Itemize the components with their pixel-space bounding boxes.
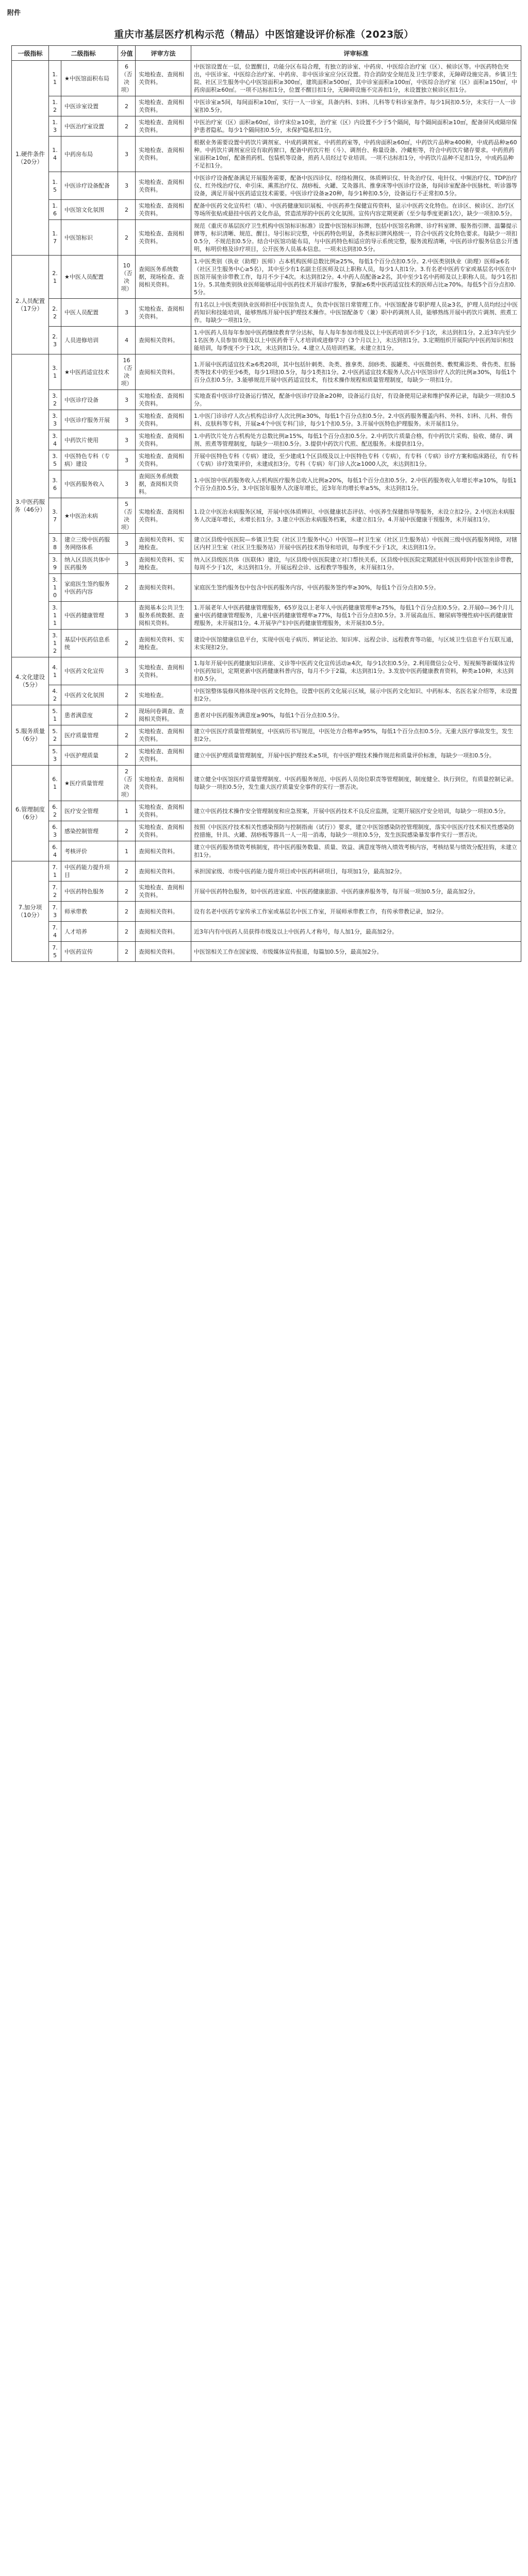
item-name: 中医特色专科（专病）建设 bbox=[61, 450, 118, 470]
item-method: 查阅相关资料、实地检查。 bbox=[136, 630, 191, 657]
item-name: 医疗安全管理 bbox=[61, 801, 118, 821]
item-number: 5.1 bbox=[49, 705, 61, 725]
item-score: 1 bbox=[118, 841, 136, 861]
item-score: 3 bbox=[118, 554, 136, 574]
table-row bbox=[12, 327, 521, 354]
item-score: 2 bbox=[118, 685, 136, 705]
table-row bbox=[12, 766, 521, 801]
item-score: 3 bbox=[118, 410, 136, 430]
item-number: 3.8 bbox=[49, 534, 61, 554]
item-method: 查阅相关资料。 bbox=[136, 841, 191, 861]
item-score: 3 bbox=[118, 430, 136, 450]
item-method: 实地检查、查阅相关资料。 bbox=[136, 220, 191, 256]
item-criteria: 近3年内有中医药人员获得市级及以上中医药人才称号，每人加1分，最高加2分。 bbox=[191, 922, 521, 942]
item-score: 10（否决项） bbox=[118, 256, 136, 299]
item-score: 2 bbox=[118, 220, 136, 256]
header-level1: 一级指标 bbox=[12, 46, 49, 61]
table-row bbox=[12, 534, 521, 554]
item-criteria: 按照《中医医疗技术相关性感染预防与控制指南（试行）》要求，建立中医馆感染防控管理制度，落实中医医疗技术相关性感染防控措施，针具、火罐、刮痧板等器具一人一用一消毒，每缺少一项扣0.5分，发生医院感染暴发事件实行一票否决。 bbox=[191, 821, 521, 841]
table-row bbox=[12, 450, 521, 470]
table-row bbox=[12, 61, 521, 96]
item-method: 实地检查、查阅相关资料。 bbox=[136, 116, 191, 137]
item-score: 2 bbox=[118, 745, 136, 766]
item-score: 2 bbox=[118, 821, 136, 841]
table-row bbox=[12, 882, 521, 902]
item-criteria: 开展中医药特色服务，如中医药进家庭、中医药健康旅游、中医药康养服务等，每开展一项加0.5分，最高加2分。 bbox=[191, 882, 521, 902]
header-level2: 二级指标 bbox=[49, 46, 118, 61]
item-score: 3 bbox=[118, 450, 136, 470]
item-method: 实地检查、查阅相关资料。 bbox=[136, 801, 191, 821]
item-score: 3 bbox=[118, 172, 136, 200]
item-method: 实地检查、查阅相关资料。 bbox=[136, 299, 191, 327]
item-criteria: 1.每年开展中医药健康知识讲座、义诊等中医药文化宣传活动≥4次，每少1次扣0.5分。2.利用微信公众号、短视频等新媒体宣传中医药知识，定期更新中医药健康科普内容，每月不少于2篇，未达到扣1分。3.发放中医药健康教育资料，种类≥10种，未达到扣0.5分。 bbox=[191, 657, 521, 685]
item-number: 3.3 bbox=[49, 410, 61, 430]
table-row bbox=[12, 705, 521, 725]
table-header-row bbox=[12, 46, 521, 61]
table-row bbox=[12, 470, 521, 498]
item-method: 实地检查、查阅相关资料。 bbox=[136, 766, 191, 801]
item-number: 1.7 bbox=[49, 220, 61, 256]
item-method: 实地检查、查阅相关资料。 bbox=[136, 137, 191, 172]
item-score: 2 bbox=[118, 725, 136, 745]
item-name: 中医药能力提升项目 bbox=[61, 861, 118, 882]
category-cell: 7.加分项（10分） bbox=[12, 861, 49, 962]
item-criteria: 实地查看中医诊疗设备运行情况，配备中医诊疗设备≥20种，设备运行良好，有设备使用记录和维护保养记录，每缺少一项扣0.5分。 bbox=[191, 390, 521, 410]
item-score: 3 bbox=[118, 470, 136, 498]
item-score: 2 bbox=[118, 200, 136, 220]
item-number: 1.2 bbox=[49, 96, 61, 116]
table-row bbox=[12, 554, 521, 574]
item-score: 1 bbox=[118, 801, 136, 821]
item-method: 查阅相关资料。 bbox=[136, 354, 191, 390]
item-number: 7.2 bbox=[49, 882, 61, 902]
item-criteria: 患者对中医药服务满意度≥90%，每低1个百分点扣0.5分。 bbox=[191, 705, 521, 725]
table-row bbox=[12, 630, 521, 657]
item-method: 实地检查、查阅相关资料。 bbox=[136, 61, 191, 96]
item-name: 中医诊疗服务开展 bbox=[61, 410, 118, 430]
item-number: 3.2 bbox=[49, 390, 61, 410]
item-score: 2 bbox=[118, 574, 136, 602]
item-criteria: 1.中医类别（执业（助理）医师）占本机构医师总数比例≥25%，每低1个百分点扣0.5分。2.中医类别执业（助理）医师≥6名（社区卫生服务中心≥5名），其中至少有1名副主任医师及以上职称人员，每少1人扣1分。3.有名老中医药专家或基层名中医在中医馆开展坐诊带教工作，每月不少于4次。未达到扣2分。4.中药人员配备≥2名，其中至少1名中药师及以上职称人员。每少1名扣1分。5.其他类别执业医师能够运用中医药技术开展诊疗服务，掌握≥6类中医药适宜技术的医师占比≥70%。每低5个百分点扣0.5分。 bbox=[191, 256, 521, 299]
table-row bbox=[12, 299, 521, 327]
item-method: 查阅相关资料。 bbox=[136, 902, 191, 922]
table-row bbox=[12, 116, 521, 137]
table-row bbox=[12, 657, 521, 685]
item-method: 查阅相关资料。 bbox=[136, 942, 191, 962]
item-criteria: 开展中医特色专科（专病）建设，至少建成1个区县级及以上中医特色专科（专病），有专科（专病）诊疗方案和临床路径，有专科（专病）诊疗效果评价，未建成扣3分。专科（专病）年门诊人次≥1000人次，未达到扣1分。 bbox=[191, 450, 521, 470]
item-method: 查阅相关资料。 bbox=[136, 861, 191, 882]
category-cell: 5.服务质量（6分） bbox=[12, 705, 49, 766]
item-criteria: 1.中药饮片处方占机构处方总数比例≥15%，每低1个百分点扣0.5分。2.中药饮片质量合格，有中药饮片采购、验收、储存、调剂、煎煮等管理制度，每缺少一项扣0.5分。3.提供中药饮片代煎、配送服务。未提供扣1分。 bbox=[191, 430, 521, 450]
item-score: 2 bbox=[118, 922, 136, 942]
item-criteria: 中医馆整体装修风格体现中医药文化特色，设置中医药文化展示区域，展示中医药文化知识、中药标本、名医名家介绍等，未设置扣2分。 bbox=[191, 685, 521, 705]
table-row bbox=[12, 172, 521, 200]
table-row bbox=[12, 745, 521, 766]
table-row bbox=[12, 574, 521, 602]
item-name: ★中医治未病 bbox=[61, 498, 118, 534]
item-number: 2.2 bbox=[49, 299, 61, 327]
item-score: 5（否决项） bbox=[118, 498, 136, 534]
table-row bbox=[12, 256, 521, 299]
item-criteria: 设有名老中医药专家传承工作室或基层名中医工作室，开展师承带教工作，有传承带教记录，加2分。 bbox=[191, 902, 521, 922]
item-name: 中医诊疗设备 bbox=[61, 390, 118, 410]
evaluation-table bbox=[11, 45, 521, 962]
item-criteria: 建立区县级中医医院—乡镇卫生院（社区卫生服务中心）中医馆—村卫生室（社区卫生服务站）中医阁三级中医药服务网络，对辖区内村卫生室（社区卫生服务站）开展中医药技术指导和培训，每季度不少于1次，未达到扣1分。 bbox=[191, 534, 521, 554]
item-method: 实地检查、查阅相关资料。 bbox=[136, 390, 191, 410]
item-name: 中医护理质量 bbox=[61, 745, 118, 766]
item-method: 实地检查、查阅相关资料。 bbox=[136, 821, 191, 841]
item-number: 3.6 bbox=[49, 470, 61, 498]
item-criteria: 1.中医门诊诊疗人次占机构总诊疗人次比例≥30%，每低1个百分点扣0.5分。2.中医药服务覆盖内科、外科、妇科、儿科、骨伤科、皮肤科等专科，开展≥4个中医专科门诊，每少1个扣0.5分。3.开展中医特色护理服务。未开展扣1分。 bbox=[191, 410, 521, 430]
item-criteria: 建立中医药技术操作安全管理制度和应急预案，开展中医药技术不良反应监测，定期开展医疗安全培训，每缺少一项扣0.5分。 bbox=[191, 801, 521, 821]
table-row bbox=[12, 200, 521, 220]
item-name: ★中医人员配置 bbox=[61, 256, 118, 299]
item-number: 3.10 bbox=[49, 574, 61, 602]
item-name: ★医疗质量管理 bbox=[61, 766, 118, 801]
item-name: 中医药健康管理 bbox=[61, 602, 118, 630]
item-criteria: 建设中医馆健康信息平台，实现中医电子病历、辨证论治、知识库、远程会诊、远程教育等功能，与区域卫生信息平台互联互通，未实现扣2分。 bbox=[191, 630, 521, 657]
item-score: 3 bbox=[118, 299, 136, 327]
item-name: 中医馆标识 bbox=[61, 220, 118, 256]
item-name: 中药房布局 bbox=[61, 137, 118, 172]
item-score: 2 bbox=[118, 902, 136, 922]
item-method: 实地检查、查阅相关资料。 bbox=[136, 200, 191, 220]
item-name: ★中医馆面积布局 bbox=[61, 61, 118, 96]
item-method: 实地检查、查阅相关资料。 bbox=[136, 96, 191, 116]
item-criteria: 根据业务需要设置中药饮片调剂室、中成药调剂室、中药煎药室等，中药房面积≥60㎡，中药饮片品种≥400种，中成药品种≥60种。中药饮片调剂室应设有取药窗口，配备中药饮片柜（斗）、调剂台、称量设备、冷藏柜等，符合中药饮片储存要求。中药煎药室面积≥10㎡，配备煎药机、包装机等设备，煎药人员经过专业培训。一项不达标扣1分，中药饮片品种不足扣1分，中成药品种不足扣1分。 bbox=[191, 137, 521, 172]
item-method: 查阅相关资料。 bbox=[136, 327, 191, 354]
table-row bbox=[12, 922, 521, 942]
item-number: 4.1 bbox=[49, 657, 61, 685]
item-name: 中医诊室设置 bbox=[61, 96, 118, 116]
item-name: 家庭医生签约服务中医药内容 bbox=[61, 574, 118, 602]
table-row bbox=[12, 685, 521, 705]
item-number: 1.6 bbox=[49, 200, 61, 220]
item-method: 实地检查、查阅相关资料。 bbox=[136, 657, 191, 685]
item-criteria: 1.开展中医药适宜技术≥6类20项，其中包括针刺类、灸类、推拿类、刮痧类、拔罐类、中医微创类、敷熨熏浴类、骨伤类、肛肠类等技术中的至少6类，每少1项扣0.5分，每少1类扣1分。2.中医药适宜技术服务人次占中医馆诊疗人次的比例≥30%，每低1个百分点扣0.5分。3.能够规范开展中医药适宜技术，有技术操作规程和质量管理制度，每缺少一项扣1分。 bbox=[191, 354, 521, 390]
header-method: 评审方法 bbox=[136, 46, 191, 61]
table-row bbox=[12, 725, 521, 745]
item-score: 3 bbox=[118, 137, 136, 172]
item-method: 实地检查、查阅相关资料。 bbox=[136, 725, 191, 745]
item-score: 2 bbox=[118, 96, 136, 116]
item-number: 2.3 bbox=[49, 327, 61, 354]
item-criteria: 1.中医馆中医药服务收入占机构医疗服务总收入比例≥20%，每低1个百分点扣0.5分。2.中医药服务收入年增长率≥10%，每低1个百分点扣0.5分。3.中医馆年服务人次逐年增长，近3年年均增长率≥5%，未达到扣1分。 bbox=[191, 470, 521, 498]
item-method: 实地检查、查阅相关资料。 bbox=[136, 172, 191, 200]
item-criteria: 1.开展老年人中医药健康管理服务，65岁及以上老年人中医药健康管理率≥75%，每低1个百分点扣0.5分。2.开展0—36个月儿童中医药健康管理服务，儿童中医药健康管理率≥77%，每低1个百分点扣0.5分。3.开展高血压、糖尿病等慢性病中医药健康管理服务，未开展扣1分。4.开展孕产妇中医药健康管理服务，未开展扣0.5分。 bbox=[191, 602, 521, 630]
item-number: 5.3 bbox=[49, 745, 61, 766]
table-row bbox=[12, 410, 521, 430]
item-score: 3 bbox=[118, 657, 136, 685]
item-number: 7.1 bbox=[49, 861, 61, 882]
page-title: 重庆市基层医疗机构示范（精品）中医馆建设评价标准（2023版） bbox=[114, 29, 414, 40]
table-row bbox=[12, 430, 521, 450]
item-name: 师承带教 bbox=[61, 902, 118, 922]
item-criteria: 中医诊室≥5间，每间面积≥10㎡，实行一人一诊室，具备内科、妇科、儿科等专科诊室条件。每少1间扣0.5分，未实行一人一诊室扣0.5分。 bbox=[191, 96, 521, 116]
item-number: 4.2 bbox=[49, 685, 61, 705]
table-row bbox=[12, 220, 521, 256]
item-score: 2 bbox=[118, 705, 136, 725]
item-number: 5.2 bbox=[49, 725, 61, 745]
item-number: 1.5 bbox=[49, 172, 61, 200]
item-score: 2 bbox=[118, 861, 136, 882]
item-name: 中医人员配置 bbox=[61, 299, 118, 327]
table-row bbox=[12, 602, 521, 630]
item-name: 人员进修培训 bbox=[61, 327, 118, 354]
item-number: 1.1 bbox=[49, 61, 61, 96]
item-name: 纳入区县医共体中医药服务 bbox=[61, 554, 118, 574]
item-method: 实地检查、查阅相关资料。 bbox=[136, 498, 191, 534]
item-criteria: 配备中医药文化宣传栏（墙）、中医药健康知识展板、中医药养生保健宣传资料，显示中医药文化特色。在诊区、候诊区、治疗区等场所张贴或悬挂中医药文化作品，营造浓厚的中医药文化氛围。宣传内容定期更新（至少每季度更新1次），缺少一项扣0.5分。 bbox=[191, 200, 521, 220]
table-body bbox=[12, 61, 521, 962]
item-criteria: 规范《重庆市基层医疗卫生机构中医馆标识标准》设置中医馆标识标牌，包括中医馆名称牌、诊疗科室牌、服务指引牌、温馨提示牌等，标识清晰、规范、醒目。导引标识完整，中医药特色明显，各类标识牌风格统一，符合中医药文化特色要求。每缺少一项扣0.5分，不规范扣0.5分。结合中医馆功能布局，与中医药特色相适应的导示系统完整，服务流程清晰，中医药诊疗服务信息公开透明，标明价格及诊疗项目，公开医务人员基本信息。一项未达到扣0.5分。 bbox=[191, 220, 521, 256]
item-score: 2 bbox=[118, 116, 136, 137]
category-cell: 1.硬件条件（20分） bbox=[12, 61, 49, 256]
table-row bbox=[12, 801, 521, 821]
item-method: 查阅相关资料、实地检查。 bbox=[136, 534, 191, 554]
item-name: 基层中医药信息系统 bbox=[61, 630, 118, 657]
item-score: 2（否决项） bbox=[118, 766, 136, 801]
item-name: 中医药文化宣传 bbox=[61, 657, 118, 685]
item-number: 6.1 bbox=[49, 766, 61, 801]
table-row bbox=[12, 902, 521, 922]
item-method: 查阅相关资料。 bbox=[136, 574, 191, 602]
item-number: 6.3 bbox=[49, 821, 61, 841]
item-name: 感染控制管理 bbox=[61, 821, 118, 841]
item-name: 中医药服务收入 bbox=[61, 470, 118, 498]
attachment-label: 附件 bbox=[7, 9, 21, 17]
item-name: 人才培养 bbox=[61, 922, 118, 942]
item-number: 3.4 bbox=[49, 430, 61, 450]
item-criteria: 中医馆相关工作在国家级、市级媒体宣传报道，每篇加0.5分，最高加2分。 bbox=[191, 942, 521, 962]
category-cell: 2.人员配置（17分） bbox=[12, 256, 49, 354]
table-row bbox=[12, 841, 521, 861]
item-criteria: 有1名以上中医类别执业医师担任中医馆负责人，负责中医馆日常管理工作。中医馆配备专职护理人员≥3名，护理人员均经过中医药知识和技能培训，能够熟练开展中医护理技术操作。中医馆配备专（兼）职中药调剂人员，能够熟练开展中药饮片调剂、煎煮工作。每缺少一项扣1分。 bbox=[191, 299, 521, 327]
item-criteria: 建立中医药服务绩效考核制度，将中医药服务数量、质量、效益、满意度等纳入绩效考核内容，考核结果与绩效分配挂钩，未建立扣1分。 bbox=[191, 841, 521, 861]
item-criteria: 中医诊疗设备配备满足开展服务需要，配备中医四诊仪、经络检测仪、体质辨识仪、针灸治疗仪、电针仪、中频治疗仪、TDP治疗仪、红外线治疗仪、牵引床、熏蒸治疗仪、刮痧板、火罐、艾灸器具、推拿床等中医诊疗设备，每间诊室配备中医脉枕、听诊器等设备，满足开展中医药适宜技术需要。中医诊疗设备≥20种，每少1种扣0.5分，设备运行不正常扣0.5分。 bbox=[191, 172, 521, 200]
item-number: 3.12 bbox=[49, 630, 61, 657]
item-method: 实地检查、查阅相关资料。 bbox=[136, 450, 191, 470]
item-score: 2 bbox=[118, 882, 136, 902]
item-name: 中医馆文化氛围 bbox=[61, 200, 118, 220]
item-name: 中医诊疗设备配备 bbox=[61, 172, 118, 200]
header-score: 分值 bbox=[118, 46, 136, 61]
item-criteria: 中医馆设置在一层，位置醒目，功能分区布局合理，有独立的诊室、中药房、中医综合治疗室（区）、候诊区等。中医药特色突出，中医诊室、中医综合治疗室、中药房、非中医诊室应分区设置。符合消防安全规范及卫生学要求，无障碍设施完善。乡镇卫生院、社区卫生服务中心中医馆面积≥300㎡，建筑面积≥500㎡，其中诊室面积≥100㎡，中医综合治疗室（区）面积≥150㎡，中药房面积≥60㎡。一项不达标扣1分，位置不醒目扣1分，无障碍设施不完善扣1分，未设置独立候诊区扣1分。 bbox=[191, 61, 521, 96]
item-method: 查阅医务系统数据，现场检查、查阅相关资料。 bbox=[136, 256, 191, 299]
item-criteria: 1.设立中医治未病服务区域，开展中医体质辨识、中医健康状态评估、中医养生保健指导等服务，未设立扣2分。2.中医治未病服务人次逐年增长，未增长扣1分。3.建立中医治未病服务档案，未建立扣1分。4.开展中医健康干预服务，未开展扣1分。 bbox=[191, 498, 521, 534]
item-score: 2 bbox=[118, 630, 136, 657]
table-row bbox=[12, 390, 521, 410]
item-criteria: 中医治疗室（区）面积≥60㎡，诊疗床位≥10张，治疗室（区）内设置不少于5个隔间，每个隔间面积≥10㎡，配备屏风或隔帘保护患者隐私。每少1个隔间扣0.5分，未保护隐私扣1分。 bbox=[191, 116, 521, 137]
item-criteria: 1.中医药人员每年参加中医药继续教育学分达标，每人每年参加市级及以上中医药培训不少于1次，未达到扣1分。2.近3年内至少1名医务人员参加市级及以上中医药骨干人才培训或进修学习（3个月以上），未达到扣1分。3.定期组织开展院内中医药知识和技能培训，每季度不少于1次，未达到扣1分。4.建立人员培训档案。未建立扣1分。 bbox=[191, 327, 521, 354]
table-row bbox=[12, 861, 521, 882]
item-criteria: 家庭医生签约服务包中包含中医药服务内容，中医药服务签约率≥30%，每低1个百分点扣0.5分。 bbox=[191, 574, 521, 602]
item-number: 3.9 bbox=[49, 554, 61, 574]
item-method: 查阅医务系统数据，查阅相关资料。 bbox=[136, 470, 191, 498]
item-method: 实地检查、查阅相关资料。 bbox=[136, 882, 191, 902]
item-score: 3 bbox=[118, 602, 136, 630]
item-name: 中药饮片使用 bbox=[61, 430, 118, 450]
header-criteria: 评审标准 bbox=[191, 46, 521, 61]
table-row bbox=[12, 498, 521, 534]
item-score: 2 bbox=[118, 942, 136, 962]
item-name: 患者满意度 bbox=[61, 705, 118, 725]
item-score: 3 bbox=[118, 534, 136, 554]
item-number: 3.11 bbox=[49, 602, 61, 630]
item-method: 实地检查。 bbox=[136, 685, 191, 705]
item-number: 1.3 bbox=[49, 116, 61, 137]
item-method: 现场问卷调查、查阅相关资料。 bbox=[136, 705, 191, 725]
item-name: 中医药特色服务 bbox=[61, 882, 118, 902]
item-name: 中医治疗室设置 bbox=[61, 116, 118, 137]
item-score: 4 bbox=[118, 327, 136, 354]
item-number: 3.1 bbox=[49, 354, 61, 390]
item-name: 中医药宣传 bbox=[61, 942, 118, 962]
category-cell: 3.中医药服务（46分） bbox=[12, 354, 49, 657]
item-name: 医疗质量管理 bbox=[61, 725, 118, 745]
item-score: 3 bbox=[118, 390, 136, 410]
item-criteria: 承担国家级、市级中医药能力提升项目或中医药科研项目，每项加1分，最高加2分。 bbox=[191, 861, 521, 882]
item-number: 1.4 bbox=[49, 137, 61, 172]
table-row bbox=[12, 137, 521, 172]
item-number: 6.2 bbox=[49, 801, 61, 821]
table-row bbox=[12, 821, 521, 841]
item-number: 3.7 bbox=[49, 498, 61, 534]
item-number: 3.5 bbox=[49, 450, 61, 470]
item-number: 6.4 bbox=[49, 841, 61, 861]
item-method: 查阅相关资料。 bbox=[136, 922, 191, 942]
item-method: 查阅基本公共卫生服务系统数据、查阅相关资料。 bbox=[136, 602, 191, 630]
item-number: 2.1 bbox=[49, 256, 61, 299]
item-number: 7.4 bbox=[49, 922, 61, 942]
item-criteria: 纳入区县级医共体（医联体）建设，与区县级中医医院建立对口帮扶关系，区县级中医医院定期派驻中医医师到中医馆坐诊带教，每周不少于1次，未达到扣1分。开展远程会诊、远程教学等服务，未开展扣1分。 bbox=[191, 554, 521, 574]
item-name: ★中医药适宜技术 bbox=[61, 354, 118, 390]
table-row bbox=[12, 942, 521, 962]
category-cell: 6.管理制度（6分） bbox=[12, 766, 49, 861]
table-row bbox=[12, 96, 521, 116]
category-cell: 4.文化建设（5分） bbox=[12, 657, 49, 705]
item-method: 实地检查、查阅相关资料。 bbox=[136, 430, 191, 450]
item-name: 中医药文化氛围 bbox=[61, 685, 118, 705]
item-name: 建立三级中医药服务网络体系 bbox=[61, 534, 118, 554]
table-row bbox=[12, 354, 521, 390]
item-score: 6（否决项） bbox=[118, 61, 136, 96]
item-method: 查阅相关资料、实地检查。 bbox=[136, 554, 191, 574]
item-criteria: 建立中医护理质量管理制度，开展中医护理技术≥5项，有中医护理技术操作规范和质量评价标准，每缺少一项扣0.5分。 bbox=[191, 745, 521, 766]
item-criteria: 建立健全中医馆医疗质量管理制度、中医药服务规范、中医药人员岗位职责等管理制度，制度健全、执行到位，有质量控制记录。每缺少一项扣0.5分，发生重大医疗质量安全事件的实行一票否决。 bbox=[191, 766, 521, 801]
item-score: 16（否决项） bbox=[118, 354, 136, 390]
item-number: 7.5 bbox=[49, 942, 61, 962]
item-method: 实地检查、查阅相关资料。 bbox=[136, 745, 191, 766]
item-criteria: 建立中医医疗质量管理制度，中医病历书写规范，中医处方合格率≥95%，每低1个百分点扣0.5分。无重大医疗事故发生，发生扣2分。 bbox=[191, 725, 521, 745]
item-name: 考核评价 bbox=[61, 841, 118, 861]
item-number: 7.3 bbox=[49, 902, 61, 922]
item-method: 实地检查、查阅相关资料。 bbox=[136, 410, 191, 430]
